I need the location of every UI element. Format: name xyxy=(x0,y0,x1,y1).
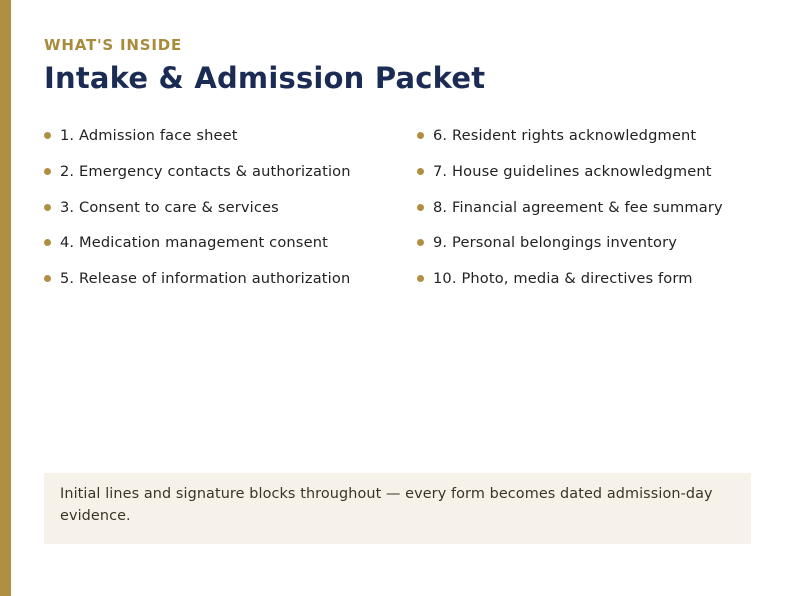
callout-text: Initial lines and signature blocks throughout — every form becomes dated admission-day evidence. xyxy=(60,486,713,524)
list-item xyxy=(44,267,351,303)
list-item-label: 4. Medication management consent xyxy=(60,234,328,252)
list-item-label: 2. Emergency contacts & authorization xyxy=(60,162,351,180)
bullet-icon xyxy=(44,275,51,282)
list-item xyxy=(417,196,723,232)
list-item xyxy=(44,231,351,267)
list-item xyxy=(44,160,351,196)
page-content xyxy=(44,0,751,596)
list-item-label: 1. Admission face sheet xyxy=(60,127,238,144)
list-item xyxy=(44,124,351,160)
accent-bar xyxy=(0,0,11,596)
list-item xyxy=(417,267,723,303)
list-item-label: 5. Release of information authorization xyxy=(60,270,351,288)
bullet-icon xyxy=(44,132,51,139)
list-item xyxy=(417,124,723,160)
bullet-icon xyxy=(417,275,424,282)
page-title: Intake & Admission Packet xyxy=(44,61,486,95)
list-item xyxy=(44,196,351,232)
bullet-icon xyxy=(417,168,424,175)
list-item-label: 9. Personal belongings inventory xyxy=(433,234,678,252)
list-item xyxy=(417,160,723,196)
list-item-label: 3. Consent to care & services xyxy=(60,198,279,216)
list-item-label: 10. Photo, media & directives form xyxy=(433,270,693,288)
contents-list-right xyxy=(417,124,723,303)
bullet-icon xyxy=(44,204,51,211)
bullet-icon xyxy=(417,239,424,246)
bullet-icon xyxy=(417,204,424,211)
list-item-label: 7. House guidelines acknowledgment xyxy=(433,162,712,180)
section-eyebrow: WHAT'S INSIDE xyxy=(44,36,183,54)
bullet-icon xyxy=(44,239,51,246)
bullet-icon xyxy=(44,168,51,175)
info-callout xyxy=(44,473,751,544)
contents-list-left xyxy=(44,124,351,303)
bullet-icon xyxy=(417,132,424,139)
list-item-label: 6. Resident rights acknowledgment xyxy=(433,127,697,144)
list-item xyxy=(417,231,723,267)
list-item-label: 8. Financial agreement & fee summary xyxy=(433,198,723,216)
